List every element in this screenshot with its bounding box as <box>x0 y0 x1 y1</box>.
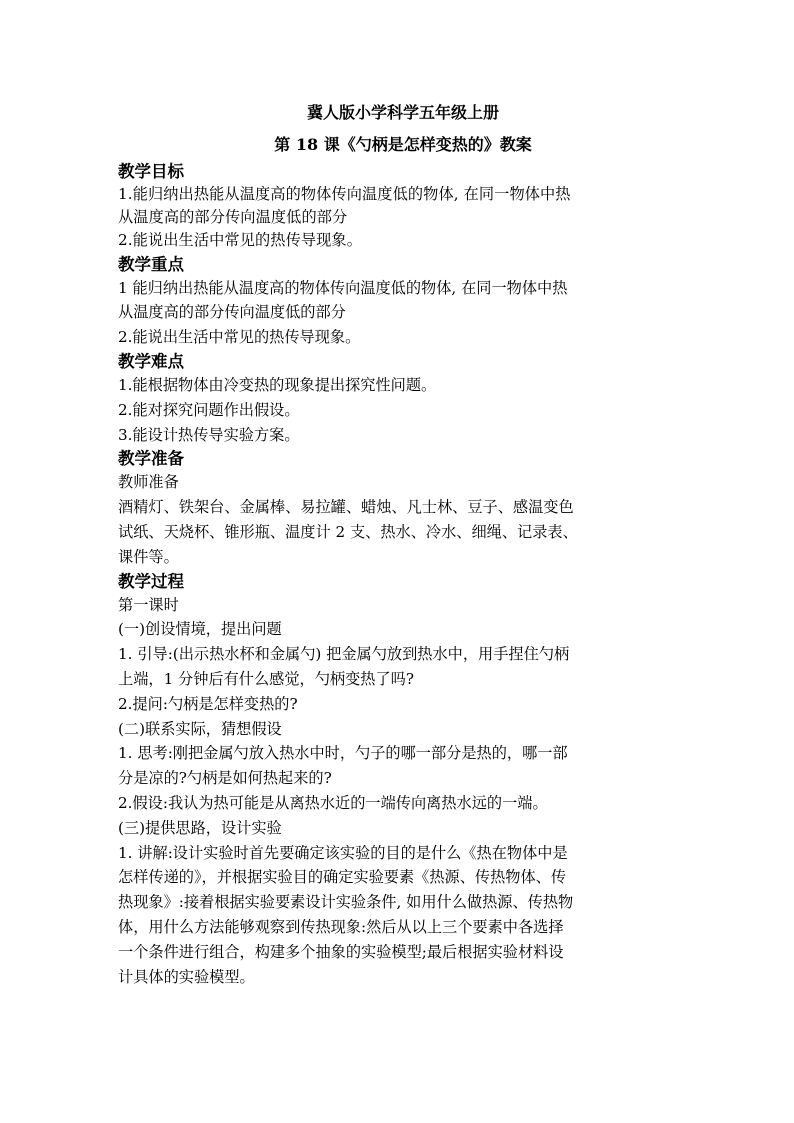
process-line: 怎样传递的》，并根据实验目的确定实验要素《热源、传热物体、传 <box>118 868 567 887</box>
process-line: 体，用什么方法能够观察到传热现象:然后从以上三个要素中各选择 <box>118 917 564 936</box>
preparation-line: 酒精灯、铁架台、金属棒、易拉罐、蜡烛、凡士林、豆子、感温变色 <box>118 498 574 517</box>
process-line: (二)联系实际，猜想假设 <box>118 719 282 738</box>
section-heading-process: 教学过程 <box>118 571 184 591</box>
process-line: 1. 讲解:设计实验时首先要确定该实验的目的是什么《热在物体中是 <box>118 843 568 862</box>
process-line: 分是凉的?勺柄是如何热起来的? <box>118 769 332 788</box>
process-line: 1. 思考:刚把金属勺放入热水中时，勺子的哪一部分是热的，哪一部 <box>118 744 568 763</box>
objectives-line: 从温度高的部分传向温度低的部分 <box>118 208 348 227</box>
lesson-title: 第 18 课《勺柄是怎样变热的》教案 <box>274 135 532 154</box>
key-points-line: 1 能归纳出热能从温度高的物体传向温度低的物体, 在同一物体中热 <box>118 278 568 297</box>
document-title: 冀人版小学科学五年级上册 <box>306 103 499 122</box>
objectives-line: 1.能归纳出热能从温度高的物体传向温度低的物体, 在同一物体中热 <box>118 185 571 203</box>
difficulties-line: 2.能对探究问题作出假设。 <box>118 400 300 419</box>
process-line: 2.假设:我认为热可能是从离热水近的一端传向离热水远的一端。 <box>118 793 548 812</box>
section-heading-preparation: 教学准备 <box>118 449 184 469</box>
preparation-line: 课件等。 <box>118 547 179 566</box>
process-line: 计具体的实验模型。 <box>118 967 255 986</box>
key-points-line: 2.能说出生活中常见的热传导现象。 <box>118 328 361 347</box>
process-line: 第一课时 <box>118 595 179 614</box>
process-line: 上端，1 分钟后有什么感觉，勺柄变热了吗? <box>118 669 415 688</box>
process-line: 1. 引导:(出示热水杯和金属勺) 把金属勺放到热水中，用手捏住勺柄 <box>118 645 570 664</box>
key-points-line: 从温度高的部分传向温度低的部分 <box>118 303 346 322</box>
section-heading-key-points: 教学重点 <box>118 254 184 274</box>
difficulties-line: 3.能设计热传导实验方案。 <box>118 425 300 444</box>
section-heading-difficulties: 教学难点 <box>118 352 184 371</box>
document-page <box>118 98 688 989</box>
objectives-line: 2.能说出生活中常见的热传导现象。 <box>118 231 363 250</box>
preparation-line: 教师准备 <box>118 473 179 492</box>
difficulties-line: 1.能根据物体由冷变热的现象提出探究性问题。 <box>118 376 437 394</box>
process-line: (三)提供思路，设计实验 <box>118 818 282 837</box>
process-line: 一个条件进行组合，构建多个抽象的实验模型;最后根据实验材料设 <box>118 942 564 961</box>
section-heading-objectives: 教学目标 <box>118 162 184 181</box>
process-line: 热现象》:接着根据实验要素设计实验条件, 如用什么做热源、传热物 <box>118 893 574 912</box>
process-line: 2.提问:勺柄是怎样变热的? <box>118 694 298 713</box>
preparation-line: 试纸、天烧杯、锥形瓶、温度计 2 支、热水、冷水、细绳、记录表、 <box>118 522 578 541</box>
process-line: (一)创设情境，提出问题 <box>118 620 282 639</box>
